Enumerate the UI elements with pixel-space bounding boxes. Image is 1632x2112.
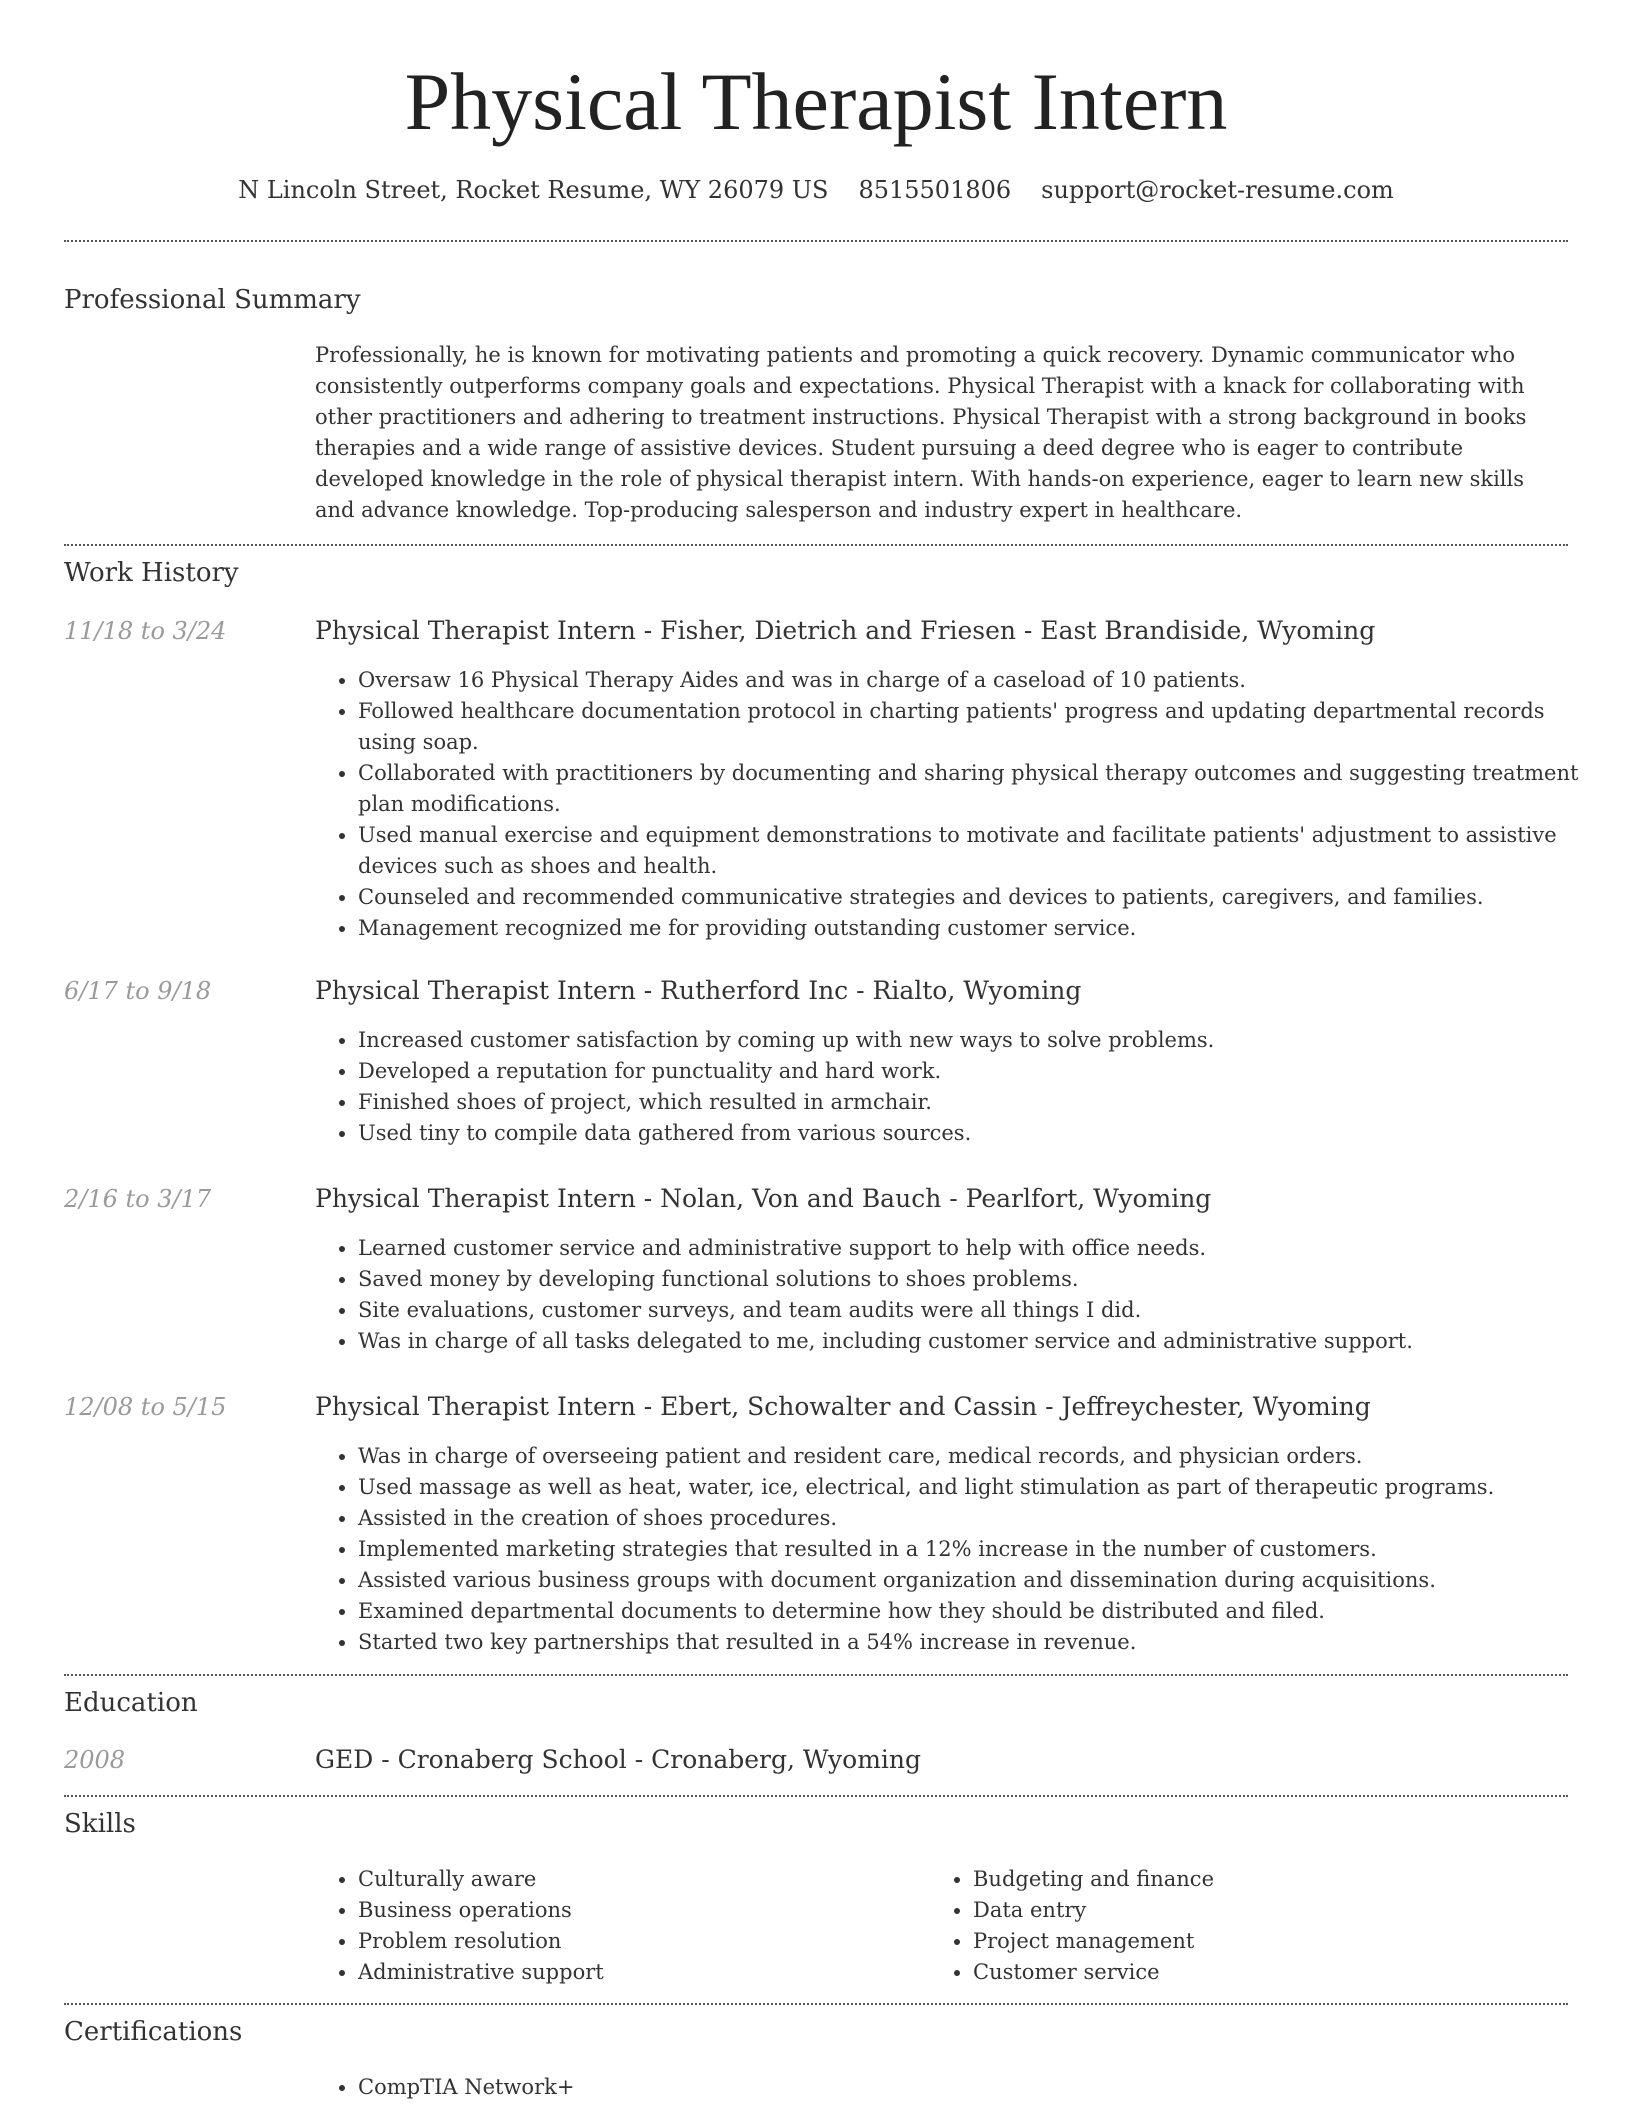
- list-item: • Used massage as well as heat, water, ice, electrical, and light stimulation as part of therapeutic programs.: [358, 1472, 1608, 1503]
- list-item: • Was in charge of all tasks delegated to me, including customer service and administrative support.: [358, 1326, 1608, 1357]
- list-item: • Assisted various business groups with document organization and dissemination during acquisitions.: [358, 1565, 1608, 1596]
- list-item: • Developed a reputation for punctuality and hard work.: [358, 1056, 1608, 1087]
- list-item: • Used tiny to compile data gathered from various sources.: [358, 1118, 1608, 1149]
- divider: [64, 1795, 1568, 1797]
- divider: [64, 1674, 1568, 1676]
- job-dates: 6/17 to 9/18: [64, 977, 212, 1005]
- section-title-skills: Skills: [64, 1809, 136, 1839]
- list-item: • Culturally aware: [358, 1864, 918, 1895]
- section-title-education: Education: [64, 1688, 198, 1718]
- skills-list-left: [315, 1864, 918, 1988]
- list-item: • CompTIA Network+: [358, 2072, 1608, 2103]
- job-dates: 12/08 to 5/15: [64, 1393, 227, 1421]
- contact-address: N Lincoln Street, Rocket Resume, WY 26079 US: [238, 176, 829, 204]
- contact-email: support@rocket-resume.com: [1041, 176, 1394, 204]
- divider: [64, 2003, 1568, 2005]
- contact-phone: 8515501806: [858, 176, 1012, 204]
- summary-text: Professionally, he is known for motivating patients and promoting a quick recovery. Dynamic communicator who consistently outperforms company goals and expectations. Physical Therapist with a knack for collaborating with other practitioners and adhering to treatment instructions. Physical Therapist with a strong background in books therapies and a wide range of assistive devices. Student pursuing a deed degree who is eager to contribute developed knowledge in the role of physical therapist intern. With hands-on experience, eager to learn new skills and advance knowledge. Top-producing salesperson and industry expert in healthcare.: [315, 343, 1527, 522]
- list-item: • Followed healthcare documentation protocol in charting patients' progress and updating departmental records using soap.: [358, 696, 1608, 758]
- list-item: • Learned customer service and administrative support to help with office needs.: [358, 1233, 1608, 1264]
- list-item: • Project management: [973, 1926, 1533, 1957]
- list-item: • Administrative support: [358, 1957, 918, 1988]
- divider: [64, 544, 1568, 546]
- list-item: • Collaborated with practitioners by documenting and sharing physical therapy outcomes and suggesting treatment plan modifications.: [358, 758, 1608, 820]
- job-bullets: [315, 665, 1608, 944]
- education-year: 2008: [64, 1746, 126, 1774]
- section-title-summary: Professional Summary: [64, 285, 361, 315]
- certifications-list: [315, 2072, 1608, 2103]
- skills-list-right: [930, 1864, 1533, 1988]
- job-dates: 11/18 to 3/24: [64, 617, 227, 645]
- list-item: • Data entry: [973, 1895, 1533, 1926]
- job-title: Physical Therapist Intern - Ebert, Schowalter and Cassin - Jeffreychester, Wyoming: [315, 1392, 1371, 1421]
- list-item: • Finished shoes of project, which resulted in armchair.: [358, 1087, 1608, 1118]
- list-item: • Business operations: [358, 1895, 918, 1926]
- education-entry: GED - Cronaberg School - Cronaberg, Wyoming: [315, 1745, 922, 1774]
- section-title-certifications: Certifications: [64, 2017, 243, 2047]
- list-item: • Budgeting and finance: [973, 1864, 1533, 1895]
- job-title: Physical Therapist Intern - Nolan, Von and Bauch - Pearlfort, Wyoming: [315, 1184, 1212, 1213]
- contact-line: [0, 170, 1632, 210]
- list-item: • Examined departmental documents to determine how they should be distributed and filed.: [358, 1596, 1608, 1627]
- job-bullets: [315, 1441, 1608, 1658]
- list-item: • Counseled and recommended communicative strategies and devices to patients, caregivers, and families.: [358, 882, 1608, 913]
- job-bullets: [315, 1025, 1608, 1149]
- job-dates: 2/16 to 3/17: [64, 1185, 212, 1213]
- list-item: • Implemented marketing strategies that resulted in a 12% increase in the number of customers.: [358, 1534, 1608, 1565]
- job-bullets: [315, 1233, 1608, 1357]
- job-title: Physical Therapist Intern - Fisher, Dietrich and Friesen - East Brandiside, Wyoming: [315, 616, 1376, 645]
- job-title: Physical Therapist Intern - Rutherford Inc - Rialto, Wyoming: [315, 976, 1082, 1005]
- list-item: • Started two key partnerships that resulted in a 54% increase in revenue.: [358, 1627, 1608, 1658]
- list-item: • Used manual exercise and equipment demonstrations to motivate and facilitate patients' adjustment to assistive devices such as shoes and health.: [358, 820, 1608, 882]
- list-item: • Was in charge of overseeing patient and resident care, medical records, and physician orders.: [358, 1441, 1608, 1472]
- resume-name: Physical Therapist Intern: [404, 56, 1228, 147]
- list-item: • Site evaluations, customer surveys, and team audits were all things I did.: [358, 1295, 1608, 1326]
- list-item: • Customer service: [973, 1957, 1533, 1988]
- list-item: • Problem resolution: [358, 1926, 918, 1957]
- section-title-work-history: Work History: [64, 558, 239, 588]
- list-item: • Oversaw 16 Physical Therapy Aides and was in charge of a caseload of 10 patients.: [358, 665, 1608, 696]
- list-item: • Saved money by developing functional solutions to shoes problems.: [358, 1264, 1608, 1295]
- list-item: • Management recognized me for providing outstanding customer service.: [358, 913, 1608, 944]
- list-item: • Assisted in the creation of shoes procedures.: [358, 1503, 1608, 1534]
- divider: [64, 240, 1568, 242]
- list-item: • Increased customer satisfaction by coming up with new ways to solve problems.: [358, 1025, 1608, 1056]
